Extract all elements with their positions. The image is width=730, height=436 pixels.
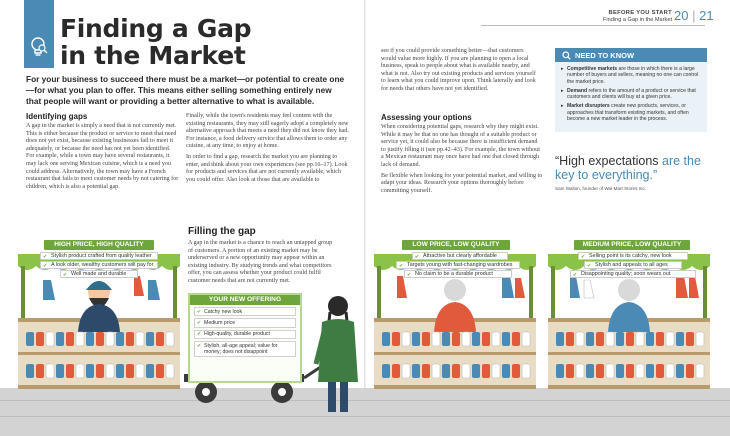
- stall3-bullet-text: Stylish and appeals to all ages: [595, 262, 668, 268]
- stall2-bullet-text: Targets young with fast-changing wardrobes: [407, 262, 513, 268]
- stall2-bullet-text: Attractive but clearly affordable: [423, 253, 497, 259]
- need-to-know-header: [555, 48, 707, 62]
- check-icon: ✔: [415, 254, 420, 260]
- page-number-left: 20: [674, 8, 689, 23]
- heading-assessing: Assessing your options: [381, 113, 472, 122]
- check-icon: ✔: [573, 272, 578, 278]
- check-icon: ✔: [43, 254, 48, 260]
- need-to-know-title: NEED TO KNOW: [575, 51, 635, 60]
- chapter-tab: [24, 0, 54, 68]
- text-assessing-p1: When considering potential gaps, research why they might exist. While it may be that no one has thought of a suitable product or service yet, it could also be because there is insufficient demand to justify filling it (see pp.42–43). For example, the town without a Mexican restaurant may once have had one that closed through lack of demand.: [381, 124, 540, 168]
- quote-close: ”: [652, 168, 658, 182]
- list-item: [561, 88, 702, 101]
- check-icon: ✔: [407, 272, 412, 278]
- check-icon: ✔: [197, 308, 202, 315]
- header-rule: [481, 25, 705, 26]
- quote-source: Sam Walton, founder of Wal-Mart Stores Inc.: [555, 186, 647, 191]
- stall2-bullet: [412, 252, 508, 260]
- offer-bullet-text: Catchy new look: [204, 308, 243, 315]
- check-icon: ✔: [43, 263, 48, 269]
- need-to-know-box: [555, 48, 707, 132]
- stall1-bullet-text: A look older, wealthy customers will pay for: [51, 262, 154, 268]
- running-header: [560, 10, 672, 24]
- list-item: [561, 103, 702, 122]
- text-col2-p2: In order to find a gap, research the market you are planning to enter, and think about your own experiences (see pp.16–17). Look for products and services that are not currently available, which you could offer. Also look at those that are available to: [186, 153, 348, 183]
- stall-label-high-price: HIGH PRICE, HIGH QUALITY: [44, 240, 154, 250]
- text-identifying: A gap in the market is simply a need that is not currently met. This is either because the product or service to meet that need does not yet exist, because existing businesses fail to meet it adequately, or because the need has not yet been identified. For example, while a town may have several restaurants, it may lack one serving Mexican cuisine, which is a need you could address. Alternatively, the town may have a French restaurant that fails to meet customer needs by not catering for children, which is also a potential gap.: [26, 123, 179, 190]
- text-right-col1: see if you could provide something better—that customers would value more highly. If you are planning to open a local business, speak to people about what is available nearby, and what is not. Also try out existing products and services yourself to learn what you could improve upon. Think laterally and look for needs that others have not yet identified.: [381, 48, 536, 92]
- stall1-bullet-text: Well made and durable: [71, 271, 127, 277]
- shopper-figure: [316, 296, 358, 412]
- offer-bullet: [194, 330, 296, 339]
- lens-icon: [562, 51, 571, 60]
- pull-quote: [555, 154, 715, 182]
- heading-identifying: Identifying gaps: [26, 112, 88, 121]
- quote-part-1: “High expectations: [555, 154, 663, 168]
- heading-filling: Filling the gap: [188, 226, 256, 237]
- need-to-know-list: [555, 62, 707, 122]
- stall3-bullet-text: Disappointing quality; soon wears out: [581, 271, 671, 277]
- stall2-bullet: [396, 261, 520, 269]
- column-right-1: [381, 48, 539, 94]
- new-offering-board: [188, 293, 302, 383]
- text-assessing-p2: Be flexible when looking for your potential market, and willing to adapt your ideas. Research your options thoroughly before committing yourself.: [381, 172, 543, 194]
- page-number-right: 21: [699, 8, 714, 23]
- text-col2-p1: Finally, while the town's residents may feel content with the existing restaurants, they may still eagerly adopt a completely new alternative approach that meets a need they did not know they had. For instance, a food delivery service that allows them to order any cuisine, at any time, to enjoy at home.: [186, 113, 349, 150]
- check-icon: ✔: [587, 263, 592, 269]
- check-icon: ✔: [63, 272, 68, 278]
- column-left-2: [186, 113, 350, 184]
- runner-section: BEFORE YOU START: [608, 10, 672, 16]
- text-filling: A gap in the market is a chance to reach an untapped group of customers. A portion of an existing market may be underserved or a new opportunity may appear within an existing industry. By studying trends and what competitors offer, you can assess whether your product could fulfil customer needs that are not currently met.: [188, 240, 333, 284]
- stall3-bullet: [584, 261, 682, 269]
- column-identifying: [26, 112, 180, 191]
- stall1-bullet: [40, 252, 158, 260]
- check-icon: ✔: [197, 319, 202, 326]
- stall2-bullet-text: No claim to be a durable product: [415, 271, 493, 277]
- stall3-bullet: [578, 252, 688, 260]
- term-competitive: Competitive markets: [567, 66, 618, 72]
- offer-bullet: [194, 318, 296, 327]
- check-icon: ✔: [197, 331, 202, 338]
- runner-title: Finding a Gap in the Market: [602, 17, 672, 23]
- stall-label-medium-price: MEDIUM PRICE, LOW QUALITY: [574, 240, 690, 250]
- offer-bullet: [194, 307, 296, 316]
- check-icon: ✔: [581, 254, 586, 260]
- stall1-bullet: [40, 261, 158, 269]
- stall2-bullet: [404, 270, 512, 278]
- term-disrupters: Market disrupters: [567, 103, 610, 110]
- offer-bullet: [194, 341, 296, 357]
- offer-bullet-text: Medium price: [204, 319, 236, 326]
- page-title: [60, 15, 251, 69]
- quote-highlight: are the key to everything.: [555, 154, 701, 182]
- lightbulb-icon: [29, 36, 49, 58]
- term-demand: Demand: [567, 87, 588, 94]
- offer-bullet-text: Stylish, all-age appeal; value for money; does not disappoint: [204, 342, 278, 356]
- page-numbers: 20 | 21: [674, 8, 714, 23]
- check-icon: ✔: [399, 263, 404, 269]
- title-line-1: Finding a Gap: [60, 14, 252, 43]
- def-demand: refers to the amount of a product or service that customers and clients will buy at a given price.: [567, 87, 696, 101]
- intro-paragraph: For your business to succeed there must be a market—or potential to create one—for what you plan to offer. This means either selling something entirely new that people will want or providing a better alternative to what is available.: [26, 74, 345, 106]
- def-disrupters: create new products, services, or approaches that transform existing markets, and often become a new market leader in the process.: [567, 103, 689, 123]
- stall3-bullet-text: Selling point is its catchy, new look: [589, 253, 672, 259]
- offer-bullet-text: High-quality, durable product: [204, 331, 270, 338]
- def-competitive: are those in which there is a large number of buyers and sellers, meaning no one can control the market price.: [567, 66, 699, 85]
- title-line-2: in the Market: [60, 41, 246, 70]
- stall1-bullet: [60, 270, 138, 278]
- column-assessing: [381, 113, 543, 195]
- stall1-bullet-text: Stylish product crafted from quality leather: [51, 253, 152, 259]
- stall-label-low-price: LOW PRICE, LOW QUALITY: [402, 240, 510, 250]
- new-offering-title: YOUR NEW OFFERING: [190, 295, 300, 305]
- list-item: [561, 66, 702, 85]
- check-icon: ✔: [197, 342, 202, 349]
- stall3-bullet: [570, 270, 696, 278]
